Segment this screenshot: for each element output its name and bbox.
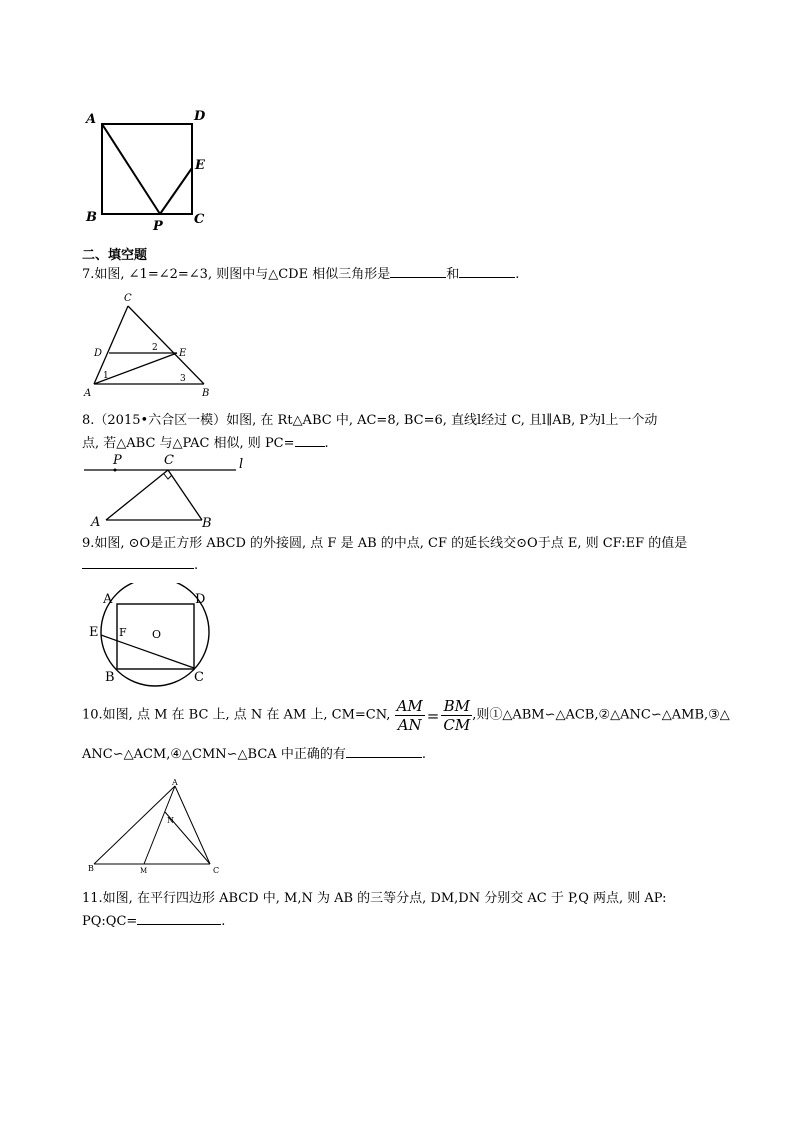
frac2-numerator: BM (441, 697, 472, 716)
figure-right-triangle-q8 (82, 450, 252, 530)
label-c: C (164, 453, 174, 468)
question-9-line-1: 9.如图, ⊙O是正方形 ABCD 的外接圆, 点 F 是 AB 的中点, CF 的延长线交⊙O于点 E, 则 CF:EF 的值是 (82, 536, 688, 551)
label-d: D (94, 348, 103, 359)
frac2-denominator: CM (443, 716, 471, 734)
figure-square-abcd (80, 105, 215, 235)
segment-am (144, 786, 175, 864)
label-e: E (89, 625, 99, 640)
equals-sign: = (426, 706, 440, 725)
q7-end: . (515, 267, 520, 282)
label-d: D (194, 109, 206, 124)
label-a: A (91, 515, 101, 530)
q10-line2: ANC∽△ACM,④△CMN∽△BCA 中正确的有 (82, 747, 346, 762)
label-e: E (179, 348, 187, 359)
q7-answer-blank-1[interactable] (390, 265, 446, 278)
label-b: B (86, 210, 97, 225)
segment-ce (101, 635, 194, 668)
segment-pe (160, 168, 192, 214)
square-abcd (102, 124, 192, 214)
label-a: A (84, 388, 92, 399)
section-title: 二、填空题 (82, 248, 148, 263)
question-10-line-1 (82, 697, 730, 734)
label-b: B (105, 670, 115, 685)
label-b: B (202, 516, 212, 530)
figure-triangle-q7 (82, 288, 217, 400)
q7-mid: 和 (446, 267, 460, 282)
question-10-line-2 (82, 745, 426, 763)
label-l: l (239, 457, 244, 472)
q10-post: ,则①△ABM∽△ACB,②△ANC∽△AMB,③△ (472, 707, 730, 723)
q8-answer-blank[interactable] (295, 434, 325, 447)
q9-end: . (194, 558, 199, 573)
angle-label-2: 2 (152, 343, 158, 353)
label-o: O (152, 628, 162, 641)
q10-pre: 10.如图, 点 M 在 BC 上, 点 N 在 AM 上, CM=CN, (82, 707, 391, 723)
q8-line2: 点, 若△ABC 与△PAC 相似, 则 PC= (82, 436, 295, 451)
fraction-bm-cm (441, 697, 472, 734)
label-m: M (140, 867, 148, 875)
q7-answer-blank-2[interactable] (459, 265, 515, 278)
q11-answer-blank[interactable] (137, 912, 221, 925)
q8-end: . (324, 436, 329, 451)
figure-triangle-q10 (82, 778, 232, 878)
label-n: N (167, 816, 174, 825)
label-c: C (194, 670, 204, 685)
point-p (114, 469, 117, 472)
q9-answer-blank[interactable] (82, 556, 194, 569)
label-a: A (172, 778, 178, 787)
question-11-line-2 (82, 912, 225, 930)
label-p: P (113, 453, 122, 468)
question-8-line-1: 8.（2015•六合区一模）如图, 在 Rt△ABC 中, AC=8, BC=6, 直线l经过 C, 且l∥AB, P为l上一个动 (82, 413, 658, 428)
fraction-am-an (395, 697, 425, 734)
label-a: A (103, 592, 113, 607)
label-c: C (194, 212, 205, 227)
q10-end: . (421, 747, 426, 762)
label-e: E (195, 158, 205, 173)
frac1-denominator: AN (397, 716, 422, 734)
q11-end: . (221, 914, 226, 929)
label-d: D (195, 592, 206, 607)
label-p: P (153, 219, 163, 234)
frac1-numerator: AM (396, 697, 423, 715)
label-c: C (124, 293, 132, 304)
q11-line2: PQ:QC= (82, 914, 138, 929)
label-f: F (119, 626, 127, 639)
label-a: A (86, 112, 97, 127)
q10-answer-blank[interactable] (346, 745, 422, 758)
angle-label-3: 3 (180, 374, 186, 384)
segment-ap (102, 124, 160, 214)
figure-circle-square-q9 (82, 583, 217, 688)
label-b: B (88, 864, 94, 873)
label-b: B (202, 388, 210, 399)
question-11-line-1: 11.如图, 在平行四边形 ABCD 中, M,N 为 AB 的三等分点, DM,DN 分别交 AC 于 P,Q 两点, 则 AP: (82, 891, 667, 906)
label-c: C (213, 866, 220, 875)
angle-label-1: 1 (103, 371, 109, 381)
question-9-line-2 (82, 556, 198, 574)
q7-text: 7.如图, ∠1=∠2=∠3, 则图中与△CDE 相似三角形是 (82, 267, 391, 282)
question-7 (82, 265, 519, 283)
